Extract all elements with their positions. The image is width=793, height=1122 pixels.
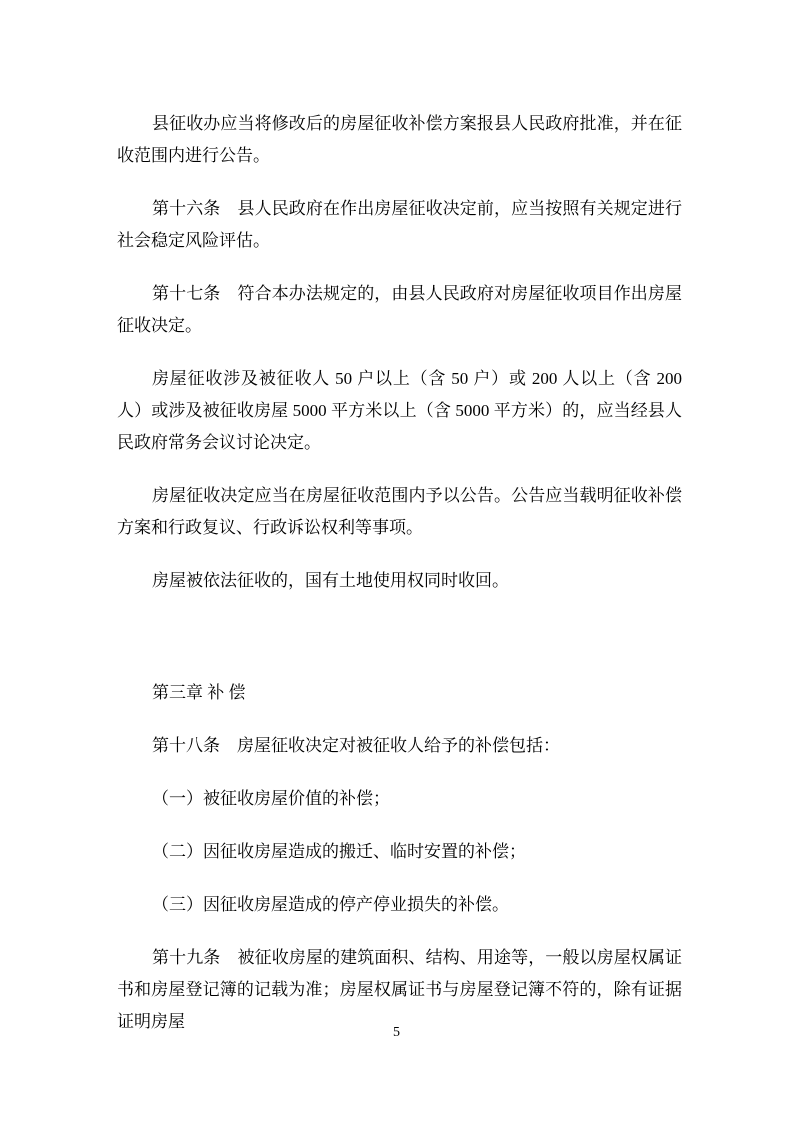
article-17-threshold-clause: 房屋征收涉及被征收人 50 户以上（含 50 户）或 200 人以上（含 200 人）或涉及被征收房屋 5000 平方米以上（含 5000 平方米）的，应当经县人民政府常务会议讨论决定。 [117, 369, 682, 452]
article-17-land-recovery-clause: 房屋被依法征收的，国有土地使用权同时收回。 [152, 571, 509, 590]
document-body [117, 108, 682, 1059]
article-19-building-area-clause: 第十九条 被征收房屋的建筑面积、结构、用途等，一般以房屋权属证书和房屋登记簿的记载为准；房屋权属证书与房屋登记簿不符的，除有证据证明房屋 [117, 948, 682, 1031]
article-17-expropriation-decision: 第十七条 符合本办法规定的，由县人民政府对房屋征收项目作出房屋征收决定。 [117, 284, 682, 335]
article-18-item-1: （一）被征收房屋价值的补偿； [152, 789, 390, 808]
article-16-risk-assessment: 第十六条 县人民政府在作出房屋征收决定前，应当按照有关规定进行社会稳定风险评估。 [117, 199, 682, 250]
article-17-announcement-clause: 房屋征收决定应当在房屋征收范围内予以公告。公告应当载明征收补偿方案和行政复议、行政诉讼权利等事项。 [117, 486, 682, 537]
article-18-item-2: （二）因征收房屋造成的搬迁、临时安置的补偿； [152, 842, 526, 861]
article-18-item-3: （三）因征收房屋造成的停产停业损失的补偿。 [152, 895, 509, 914]
page-number: 5 [393, 1025, 400, 1040]
paragraph-plan-approval-announcement: 县征收办应当将修改后的房屋征收补偿方案报县人民政府批准，并在征收范围内进行公告。 [117, 114, 682, 165]
chapter-3-heading: 第三章 补 偿 [152, 683, 246, 702]
article-18-compensation-includes: 第十八条 房屋征收决定对被征收人给予的补偿包括： [152, 736, 560, 755]
